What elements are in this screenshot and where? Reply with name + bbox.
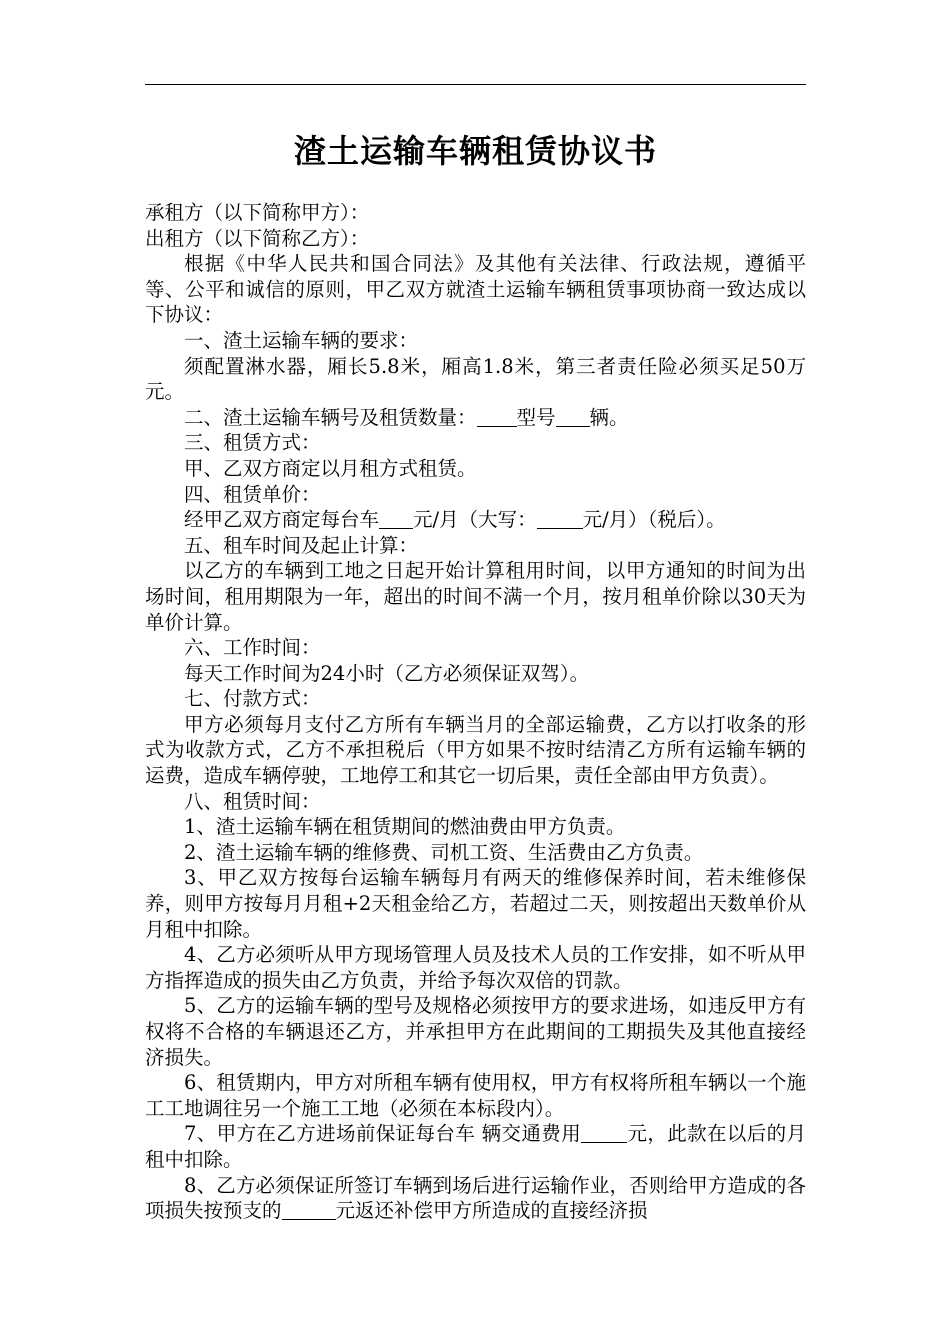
section-2-label: 二、渣土运输车辆号及租赁数量： (184, 405, 477, 429)
section-5-text: 以乙方的车辆到工地之日起开始计算租用时间，以甲方通知的时间为出场时间，租用期限为一年，超出的时间不满一个月，按月租单价除以30天为单价计算。 (145, 559, 806, 634)
blank-field (537, 509, 583, 530)
party-a-line: 承租方（以下简称甲方）： (145, 201, 370, 224)
document-title: 渣土运输车辆租赁协议书 (293, 132, 657, 170)
party-b-line: 出租方（以下简称乙方）： (145, 226, 370, 250)
section-7-text: 甲方必须每月支付乙方所有车辆当月的全部运输费，乙方以打收条的形式为收款方式，乙方不承担税后（甲方如果不按时结清乙方所有运输车辆的运费，造成车辆停驶，工地停工和其它一切后果，责任全部由甲方负责）。 (145, 712, 806, 788)
section-8-item-8 (145, 1173, 806, 1224)
section-8-item-8-tail: 元返还补偿甲方所造成的直接经济损 (335, 1199, 648, 1223)
blank-field (379, 509, 413, 530)
section-6-title: 六、工作时间： (184, 636, 321, 660)
blank-field (282, 1200, 336, 1221)
section-4-title: 四、租赁单价： (184, 482, 321, 506)
section-8-item-4: 4、乙方必须听从甲方现场管理人员及技术人员的工作安排，如不听从甲方指挥造成的损失由乙方负责，并给予每次双倍的罚款。 (145, 943, 806, 992)
section-3-title: 三、租赁方式： (184, 431, 321, 455)
section-8-item-7-lead: 7、甲方在乙方进场前保证每台车 辆交通费用 (184, 1122, 582, 1146)
section-8-item-6: 6、租赁期内，甲方对所租车辆有使用权，甲方有权将所租车辆以一个施工工地调往另一个施工工地（必须在本标段内）。 (145, 1071, 806, 1120)
section-8-title: 八、租赁时间： (184, 789, 321, 813)
section-4-line (145, 507, 806, 533)
blank-field (581, 1123, 627, 1144)
section-1-text: 须配置淋水器，厢长5.8米，厢高1.8米，第三者责任险必须买足50万元。 (145, 354, 806, 404)
blank-field (556, 406, 590, 427)
section-8-item-7 (145, 1121, 806, 1172)
section-8-item-2: 2、渣土运输车辆的维修费、司机工资、生活费由乙方负责。 (184, 840, 704, 864)
section-8-item-1: 1、渣土运输车辆在租赁期间的燃油费由甲方负责。 (184, 815, 626, 839)
preamble: 根据《中华人民共和国合同法》及其他有关法律、行政法规，遵循平等、公平和诚信的原则，甲乙双方就渣土运输车辆租赁事项协商一致达成以下协议： (145, 252, 806, 327)
section-8-item-3: 3、甲乙双方按每台运输车辆每月有两天的维修保养时间，若未维修保养，则甲方按每月月租+2天租金给乙方，若超过二天，则按超出天数单价从月租中扣除。 (145, 866, 806, 941)
section-1-title: 一、渣土运输车辆的要求： (184, 328, 419, 352)
header-rule (145, 84, 806, 85)
section-5-title: 五、租车时间及起止计算： (184, 533, 419, 557)
section-6-text: 每天工作时间为24小时（乙方必须保证双驾）。 (184, 661, 590, 685)
section-7-title: 七、付款方式： (184, 687, 321, 711)
section-4-price-tail: 元/月）（税后）。 (582, 508, 726, 532)
section-2-line (145, 405, 806, 431)
blank-field (477, 406, 517, 427)
section-2-unit: 辆。 (589, 405, 629, 429)
document-body (145, 200, 806, 1224)
section-8-item-5: 5、乙方的运输车辆的型号及规格必须按甲方的要求进场，如违反甲方有权将不合格的车辆退还乙方，并承担甲方在此期间的工期损失及其他直接经济损失。 (145, 994, 806, 1069)
section-4-price-label: 经甲乙双方商定每台车 (184, 508, 380, 532)
section-2-model-label: 型号 (516, 405, 556, 429)
section-8-item-7-tail: 元，此款在以后的月租中扣除。 (145, 1122, 806, 1171)
section-3-text: 甲、乙双方商定以月租方式租赁。 (184, 456, 477, 480)
section-8-item-8-lead: 8、乙方必须保证所签订车辆到场后进行运输作业，否则给甲方造成的各项损失按预支的 (145, 1173, 806, 1223)
section-4-price-unit: 元/月（大写： (413, 508, 537, 532)
